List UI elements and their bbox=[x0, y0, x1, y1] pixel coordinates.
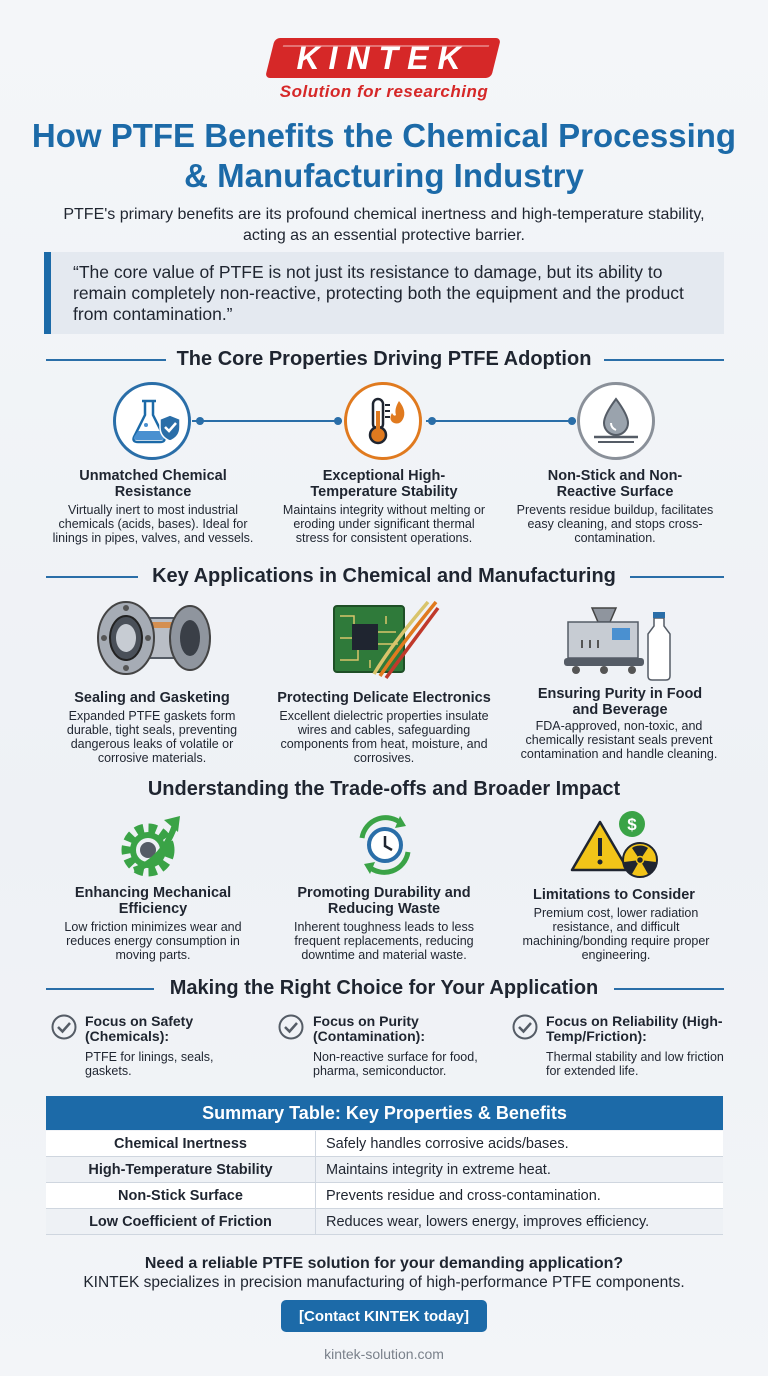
table-property: High-Temperature Stability bbox=[46, 1157, 316, 1182]
tradeoff-text: Premium cost, lower radiation resistance, and difficult machining/bonding require proper engineering. bbox=[522, 906, 710, 962]
choice-title: Focus on Safety (Chemicals): bbox=[85, 1013, 194, 1044]
core-text: Prevents residue buildup, facilitates easy cleaning, and stops cross-contamination. bbox=[516, 503, 714, 545]
choice-title: Focus on Reliability (High-Temp/Friction): bbox=[546, 1013, 723, 1044]
cta-question: Need a reliable PTFE solution for your demanding application? bbox=[144, 1255, 624, 1272]
contact-button[interactable]: [Contact KINTEK today] bbox=[281, 1300, 487, 1332]
table-property: Non-Stick Surface bbox=[46, 1183, 316, 1208]
table-benefit: Prevents residue and cross-contamination. bbox=[326, 1188, 601, 1204]
connector-dot bbox=[334, 417, 342, 425]
application-text: FDA-approved, non-toxic, and chemically resistant seals prevent contamination and handle cleaning. bbox=[520, 719, 718, 761]
check-circle-icon bbox=[50, 1013, 78, 1041]
connector-line bbox=[426, 420, 576, 422]
quote-text: “The core value of PTFE is not just its resistance to damage, but its ability to remain completely non-reactive, protecting both the equipment and the product from contamination.” bbox=[73, 262, 684, 324]
table-row bbox=[46, 1131, 723, 1157]
table-row bbox=[46, 1157, 723, 1183]
food-machine-icon bbox=[562, 606, 676, 682]
section-title-core: The Core Properties Driving PTFE Adoption bbox=[176, 348, 592, 370]
table-benefit: Reduces wear, lowers energy, improves efficiency. bbox=[326, 1214, 650, 1230]
section-title-tradeoffs: Understanding the Trade-offs and Broader Impact bbox=[147, 778, 621, 800]
choice-text: PTFE for linings, seals, gaskets. bbox=[85, 1050, 214, 1078]
section-title-applications: Key Applications in Chemical and Manufacturing bbox=[152, 565, 616, 587]
pipe-flange-icon bbox=[92, 598, 216, 678]
table-benefit: Maintains integrity in extreme heat. bbox=[326, 1162, 551, 1178]
tradeoff-title: Enhancing Mechanical Efficiency bbox=[74, 885, 232, 917]
table-row bbox=[46, 1183, 723, 1209]
check-circle-icon bbox=[511, 1013, 539, 1041]
key-quote bbox=[44, 252, 724, 334]
application-text: Excellent dielectric properties insulate wires and cables, safeguarding components from heat, moisture, and corrosives. bbox=[279, 709, 489, 765]
cta-text: KINTEK specializes in precision manufacturing of high-performance PTFE components. bbox=[83, 1274, 685, 1291]
warning-radiation-icon bbox=[570, 808, 662, 882]
tradeoff-text: Low friction minimizes wear and reduces energy consumption in moving parts. bbox=[64, 920, 242, 962]
tradeoff-title: Limitations to Consider bbox=[533, 887, 695, 903]
tradeoff-title: Promoting Durability and Reducing Waste bbox=[297, 885, 471, 917]
page-subtitle: PTFE's primary benefits are its profound chemical inertness and high-temperature stability, acting as an essential protective barrier. bbox=[63, 206, 705, 244]
core-text: Virtually inert to most industrial chemicals (acids, bases). Ideal for linings in pipes, valves, and vessels. bbox=[52, 503, 254, 545]
summary-table-title: Summary Table: Key Properties & Benefits bbox=[46, 1096, 723, 1130]
table-property: Chemical Inertness bbox=[46, 1131, 316, 1156]
table-benefit: Safely handles corrosive acids/bases. bbox=[326, 1136, 569, 1152]
logo-tagline: Solution for researching bbox=[279, 82, 489, 101]
tradeoff-text: Inherent toughness leads to less frequent replacements, reducing downtime and material waste. bbox=[294, 920, 474, 962]
application-text: Expanded PTFE gaskets form durable, tight seals, preventing dangerous leaks of volatile or corrosive materials. bbox=[66, 709, 238, 765]
application-title: Ensuring Purity in Food and Beverage bbox=[537, 686, 703, 718]
brand-logo bbox=[0, 36, 768, 106]
connector-dot bbox=[196, 417, 204, 425]
table-row bbox=[46, 1209, 723, 1235]
connector-dot bbox=[428, 417, 436, 425]
flask-shield-icon bbox=[113, 382, 191, 460]
check-circle-icon bbox=[277, 1013, 305, 1041]
connector-line bbox=[192, 420, 342, 422]
choice-text: Non-reactive surface for food, pharma, semiconductor. bbox=[313, 1050, 478, 1078]
core-title: Unmatched Chemical Resistance bbox=[79, 468, 227, 500]
thermometer-flame-icon bbox=[344, 382, 422, 460]
section-title-choice: Making the Right Choice for Your Application bbox=[169, 977, 599, 999]
clock-cycle-icon bbox=[348, 808, 422, 882]
core-text: Maintains integrity without melting or eroding under significant thermal stress for consistent operations. bbox=[282, 503, 486, 545]
connector-dot bbox=[568, 417, 576, 425]
footer-link[interactable]: kintek-solution.com bbox=[324, 1346, 444, 1362]
choice-text: Thermal stability and low friction for extended life. bbox=[546, 1050, 724, 1078]
core-title: Exceptional High-Temperature Stability bbox=[310, 468, 458, 500]
application-title: Sealing and Gasketing bbox=[74, 690, 230, 706]
core-title: Non-Stick and Non-Reactive Surface bbox=[547, 468, 683, 500]
choice-title: Focus on Purity (Contamination): bbox=[313, 1013, 425, 1044]
application-title: Protecting Delicate Electronics bbox=[277, 690, 491, 706]
logo-wordmark: KINTEK bbox=[296, 40, 470, 76]
page-title: How PTFE Benefits the Chemical Processing & Manufacturing Industry bbox=[31, 117, 737, 194]
table-property: Low Coefficient of Friction bbox=[46, 1209, 316, 1234]
droplet-surface-icon bbox=[577, 382, 655, 460]
gear-arrow-icon bbox=[114, 808, 194, 884]
circuit-board-icon bbox=[330, 598, 440, 680]
svg-text:$: $ bbox=[627, 815, 637, 834]
